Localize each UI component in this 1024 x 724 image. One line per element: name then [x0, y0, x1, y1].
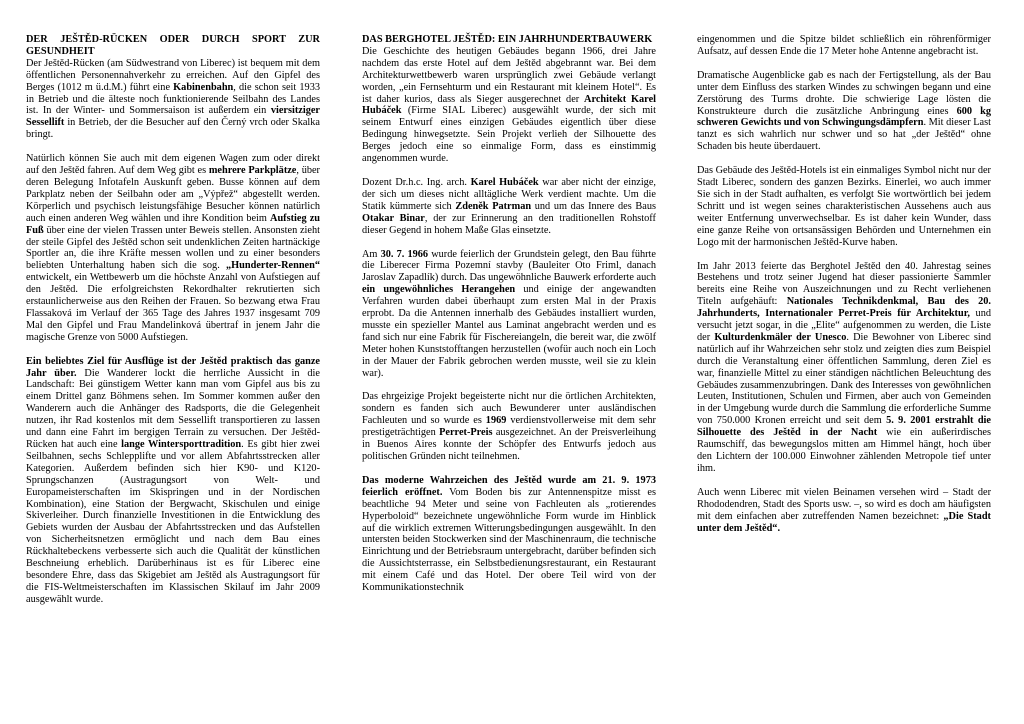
- bold-text: Karel Hubáček: [470, 176, 539, 188]
- bold-text: Nationales Technikdenkmal, Bau des 20. Jahrhunderts, Internationaler Perret-Preis für Architektur,: [697, 296, 991, 320]
- bold-text: Otakar Binar: [362, 212, 425, 224]
- bold-text: 600 kg schweren Gewichts und von Schwingungsdämpfern: [697, 105, 991, 129]
- text-run: Im Jahr 2013 feierte das Berghotel Ještěd den 40. Jahrestag seines Bestehens und trotz seiner Jugend hat dieser passionierte Sammler bereits eine Reihe von Auszeichnungen und zu Recht verliehenen Titeln aufgehäuft:: [697, 260, 991, 308]
- text-run: wurde feierlich der Grundstein gelegt, den Bau führte die Liberecer Firma Pozemní stavby (Bauleiter Oto Friml, danach Jaroslav Zapadlík) durch. Das ungewöhnliche Bauwerk erforderte auch: [362, 248, 656, 284]
- text-run: (Firme SIAL Liberec) ausgewählt wurde, der sich mit seinem Entwurf eines einzigen Gebäudes eigentlich über diese Bedingung hinwegsetzte. Sein Projekt verlieh der Silhouette des Berges jedoch eine so einmalige Form, dass es einstimmig angenommen wurde.: [362, 105, 656, 165]
- text-run: . Die Bewohner von Liberec sind natürlich auf ihr Wahrzeichen sehr stolz und zeigten dies zum Beispiel durch die Veranstaltung einer öffentlichen Sammlung, deren Ziel es war, finanzielle Mittel zu einer ständigen nächtlichen Beleuchtung des Gebäudes zusammenzubringen. Dank des Interesses von gewöhnlichen Leuten, Institutionen, Schulen und Firmen, aber auch von Gemeinden in der Umgebung wurde durch die Sammlung die erforderliche Summe von 750.000 Kronen erreicht und seit dem: [697, 331, 991, 427]
- paragraph: [697, 487, 991, 535]
- paragraph: [697, 70, 991, 153]
- bold-text: mehrere Parkplätze: [208, 165, 297, 177]
- bold-text: 1969: [485, 415, 507, 427]
- text-run: in Betrieb, der die Besucher auf den Černý vrch oder Skalka bringt.: [26, 117, 320, 141]
- bold-text: Architekt Karel Hubáček: [362, 93, 656, 117]
- paragraph: [697, 34, 991, 58]
- bold-text: „Die Stadt unter dem Ještěd“.: [697, 510, 991, 534]
- text-run: war aber nicht der einzige, der sich um dieses nicht alltägliche Werk verdient machte. Um die Statik kümmerte sich: [362, 176, 656, 212]
- bold-text: „Hunderter-Rennen“: [226, 260, 320, 272]
- column-2: [362, 34, 656, 594]
- article-title-jested-ruecken: DER JEŠTĚD-RÜCKEN ODER DURCH SPORT ZUR GESUNDHEIT: [26, 34, 320, 57]
- text-run: Am: [362, 248, 381, 260]
- bold-text: Das moderne Wahrzeichen des Ještěd wurde am 21. 9. 1973 feierlich eröffnet.: [362, 474, 656, 498]
- bold-text: lange Wintersporttradition: [121, 439, 242, 450]
- text-run: entwickelt, ein Wettbewerb um die höchste Anzahl von Aufstiegen auf den Ještěd. Die erfolgreichsten Rekordhalter rekrutierten sich erstaunlicherweise aus den Reihen der Frauen. So bezwang etwa Frau Flassaková im Verlauf der 365 Tage des Jahres 1937 insgesamt 709 Mal den Gipfel und Frau Mandelinková übertraf in jenem Jahr die magische Grenze von 5000 Aufstiegen.: [26, 272, 320, 343]
- text-run: Das Gebäude des Ještěd-Hotels ist ein einmaliges Symbol nicht nur der Stadt Liberec, sondern des ganzen Bezirks. Einerlei, wo auch immer Sie sich in der Stadt aufhalten, es verfolgt Sie wortwörtlich bei jedem Schritt und ist wegen seines charakteristischen Aussehens auch aus weiter Entfernung unverwechselbar. Es ist daher kein Wunder, dass eine ganze Reihe von ortsansässigen Behörden und Unternehmen ein Logo mit der harmonischen Ještěd-Kurve haben.: [697, 165, 991, 248]
- bold-text: viersitziger Sessellift: [26, 105, 320, 129]
- paragraph: [362, 249, 656, 380]
- text-run: Auch wenn Liberec mit vielen Beinamen versehen wird – Stadt der Rhododendren, Stadt des Sports usw. –, so wird es doch am häufigsten mit dem einfachen aber zutreffenden Namen bezeichnet:: [697, 486, 991, 522]
- text-run: Der Ještěd-Rücken (am Südwestrand von Liberec) ist bequem mit dem öffentlichen Personennahverkehr zu erreichen. Auf den Gipfel des Berges (1012 m ü.d.M.) führt eine: [26, 57, 320, 93]
- bold-text: 5. 9. 2001 erstrahlt die Silhouette des Ještěd in der Nacht: [697, 415, 991, 439]
- text-run: , über deren Belegung Infotafeln Auskunft geben. Busse können auf dem Parkplatz neben der Seilbahn oder am „Výpřež“ abgestellt werden. Körperlich und psychisch leistungsfähige Besucher können natürlich auch einen anderen Weg wählen und ihre Kondition beim: [26, 165, 320, 224]
- text-run: Dozent Dr.h.c. Ing. arch.: [362, 176, 471, 188]
- bold-text: Kulturdenkmäler der Unesco: [714, 331, 847, 343]
- text-run: , der zur Erinnerung an den traditionellen Rohstoff dieser Gegend in hohem Maße Glas einsetzte.: [362, 212, 656, 236]
- text-run: und versucht jetzt sogar, in die „Elite“ aufgenommen zu werden, die Liste der: [697, 308, 991, 343]
- paragraph: [26, 356, 320, 606]
- column-1-body: [26, 58, 320, 606]
- column-3: [697, 34, 991, 534]
- text-run: und um das Innere des Baus: [531, 200, 656, 212]
- text-run: . Mit dieser Last tanzt es sich wahrlich nur schwer und so hat „der Ještěd“ ohne Schaden bis heute überdauert.: [697, 117, 991, 153]
- bold-text: Aufstieg zu Fuß: [26, 212, 321, 236]
- text-run: ausgezeichnet. An der Preisverleihung in Buenos Aires konnte der Schöpfer des Entwurfs jedoch aus politischen Gründen nicht teilnehmen.: [362, 427, 657, 462]
- text-run: über eine der vielen Trassen unter Beweis stellen. Ansonsten zieht der steile Gipfel des Ještěd schon seit undenklichen Zeiten hartnäckige Sportler an, die ihre Kräfte messen wollen und zu einer besonders beliebten Unterhaltung haben sich die sog.: [26, 224, 320, 272]
- text-run: Die Wanderer lockt die herrliche Aussicht in die Landschaft: Bei günstigem Wetter kann man vom Gipfel aus bis zu einem Drittel ganz Böhmens sehen. Im Sommer kommen außer den Wanderern auch die Anhänger des Radsports, die die Gelegenheit nutzen, ihr Rad kostenlos mit dem Sessellift transportieren zu lassen und dann eine Fahrt im bergigen Terrain zu versuchen. Der Ještěd-Rücken hat auch eine: [26, 367, 320, 450]
- text-run: wie ein außerirdisches Raumschiff, das bewegungslos mitten am Himmel hängt, hoch über den Lichtern der 100.000 Einwohner zählenden Metropole tief unter ihm.: [697, 427, 992, 474]
- paragraph: [697, 165, 991, 248]
- column-3-body: [697, 34, 991, 534]
- bold-text: Perret-Preis: [439, 427, 493, 439]
- paragraph: [362, 177, 656, 237]
- paragraph: [26, 153, 320, 344]
- column-2-body: [362, 46, 656, 594]
- text-run: Dramatische Augenblicke gab es nach der Fertigstellung, als der Bau unter dem Einfluss des starken Windes zu schwingen begann und eine Zerstörung des Turms drohte. Die schwierige Lage lösten die Konstrukteure durch die zusätzliche Anbringung eines: [697, 69, 991, 117]
- bold-text: Zdeněk Patrman: [455, 200, 532, 212]
- column-1: [26, 34, 320, 606]
- text-run: Die Geschichte des heutigen Gebäudes begann 1966, drei Jahre nachdem das erste Hotel auf dem Ještěd abgebrannt war. Bei dem Architekturwettbewerb waren ursprünglich zwei Gebäude verlangt worden, „ein Fernsehturm und ein Restaurant mit kleinem Hotel“. Es ist daher kurios, dass als Sieger ausgerechnet der: [362, 45, 656, 105]
- bold-text: 30. 7. 1966: [380, 248, 429, 260]
- paragraph: [362, 475, 656, 594]
- paragraph: [362, 46, 656, 165]
- text-run: und einige der angewandten Verfahren wurden dabei überhaupt zum ersten Mal in der Praxis erprobt. Da die Antennen innerhalb des Gebäudes installiert wurden, musste ein spezieller Mantel aus Laminat angebracht werden und es fand sich nur eine Fabrik für Fischereiangeln, die bereit war, die zwölf Meter hohen Kunststofftangen herzustellen (wofür auch noch ein Loch in der Mauer der Fabrik gebrochen werden musste, weil sie zu klein war).: [362, 284, 656, 379]
- paragraph: [697, 261, 991, 475]
- text-run: Das ehrgeizige Projekt begeisterte nicht nur die örtlichen Architekten, sondern es fanden sich auch Bewunderer unter ausländischen Fachleuten und so wurde es: [362, 391, 656, 427]
- paragraph: [26, 58, 320, 141]
- bold-text: Ein beliebtes Ziel für Ausflüge ist der Ještěd praktisch das ganze Jahr über.: [26, 355, 320, 379]
- bold-text: ein ungewöhnliches Herangehen: [362, 284, 516, 296]
- text-run: eingenommen und die Spitze bildet schließlich ein röhrenförmiger Aufsatz, auf dessen Ende die 17 Meter hohe Antenne angebracht ist.: [697, 34, 991, 57]
- text-run: Vom Boden bis zur Antennenspitze misst es beachtliche 94 Meter und seine von Fachleuten als „rotierendes Hyperboloid“ bezeichnete ungewöhnliche Form wurde im Hinblick auf die wirklich extremen Witterungsbedingungen ausgewählt. In den untersten beiden Stockwerken sind der Maschinenraum, die technische Einrichtung und der Betriebsraum untergebracht, darüber befinden sich die Aussichtsterrasse, ein Selbstbedienungsrestaurant, ein Restaurant mit einem Café und das Hotel. Der obere Teil wird von der Kommunikationstechnik: [362, 486, 656, 594]
- text-run: Natürlich können Sie auch mit dem eigenen Wagen zum oder direkt auf den Ještěd fahren. Auf dem Weg gibt es: [26, 153, 320, 177]
- text-run: verdienstvollerweise mit dem sehr prestigeträchtigen: [362, 415, 656, 439]
- text-run: . Es gibt hier zwei Seilbahnen, sechs Schlepplifte und vor allem Abfahrtsstrecken aller Kategorien. Außerdem befinden sich hier K90- und K120-Sprungschanzen (Austragungsort von Welt- und Europameisterschaften im Skispringen und in der Nordischen Kombination), eine Station der Bergwacht, Skischulen und einige Skiverleiher. Durch finanzielle Investitionen in die Entwicklung des Gebiets wurden der Ausbau der Abfahrtsstrecken und das Aufstellen von Sicherheitsnetzen ermöglicht und nach dem Bau eines Rückhaltebeckens verbesserte sich auch die Qualität der künstlichen Beschneiung erheblich. Darüberhinaus ist es für Liberec eine besondere Ehre, dass das Skigebiet am Ještěd als Austragungsort für die FIS-Weltmeisterschaften im Klassischen Skilauf im Jahr 2009 ausgewählt wurde.: [26, 439, 320, 605]
- text-run: , die schon seit 1933 in Betrieb und die älteste noch funktionierende Seilbahn des Landes ist. In der Winter- und Sommersaison ist außerdem ein: [26, 81, 320, 117]
- bold-text: Kabinenbahn: [173, 81, 234, 93]
- paragraph: [362, 391, 656, 462]
- article-title-berghotel: DAS BERGHOTEL JEŠTĚD: EIN JAHRHUNDERTBAUWERK: [362, 34, 653, 45]
